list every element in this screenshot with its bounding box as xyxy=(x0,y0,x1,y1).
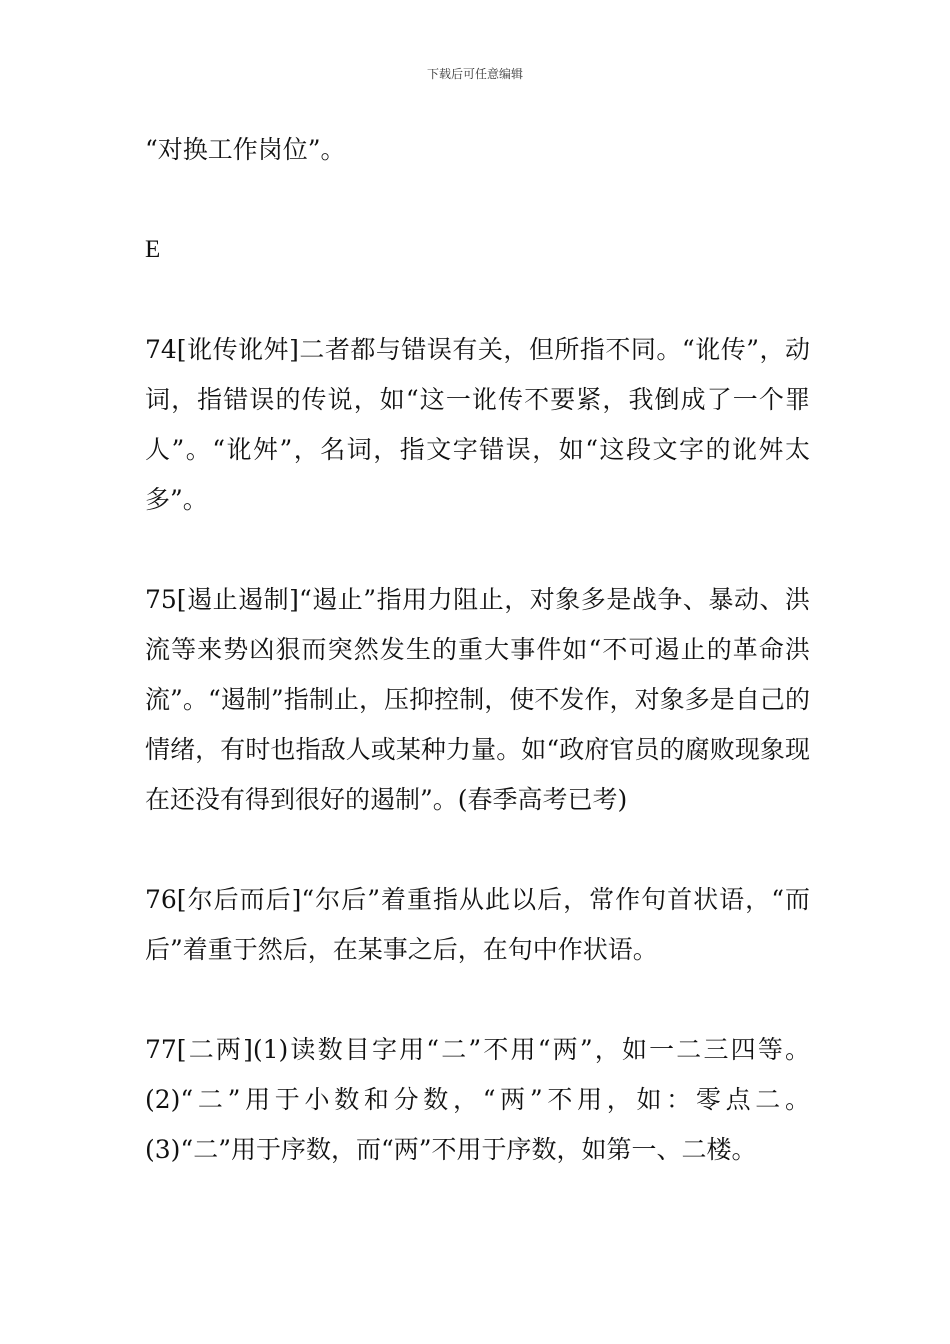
entry-76: 76[尔后而后]“尔后”着重指从此以后，常作句首状语，“而后”着重于然后，在某事之后，在句中作状语。 xyxy=(145,885,810,964)
paragraph-spacer xyxy=(145,975,810,1025)
document-body xyxy=(145,125,810,1175)
section-letter: E xyxy=(145,236,161,263)
entry-74: 74[讹传讹舛]二者都与错误有关，但所指不同。“讹传”，动词，指错误的传说，如“这一讹传不要紧，我倒成了一个罪人”。“讹舛”，名词，指文字错误，如“这段文字的讹舛太多”。 xyxy=(145,335,810,514)
page-header: 下载后可任意编辑 xyxy=(426,67,523,81)
entry-75: 75[遏止遏制]“遏止”指用力阻止，对象多是战争、暴动、洪流等来势凶狠而突然发生的重大事件如“不可遏止的革命洪流”。“遏制”指制止，压抑控制，使不发作，对象多是自己的情绪，有时也指敌人或某种力量。如“政府官员的腐败现象现在还没有得到很好的遏制”。(春季高考已考) xyxy=(145,585,810,814)
paragraph-continuation: “对换工作岗位”。 xyxy=(145,135,346,164)
paragraph-spacer xyxy=(145,175,810,225)
entry-77: 77[二两](1)读数目字用“二”不用“两”，如一二三四等。(2)“二”用于小数和分数，“两”不用，如：零点二。(3)“二”用于序数，而“两”不用于序数，如第一、二楼。 xyxy=(145,1035,810,1164)
paragraph-spacer xyxy=(145,825,810,875)
paragraph-spacer xyxy=(145,525,810,575)
paragraph-spacer xyxy=(145,275,810,325)
